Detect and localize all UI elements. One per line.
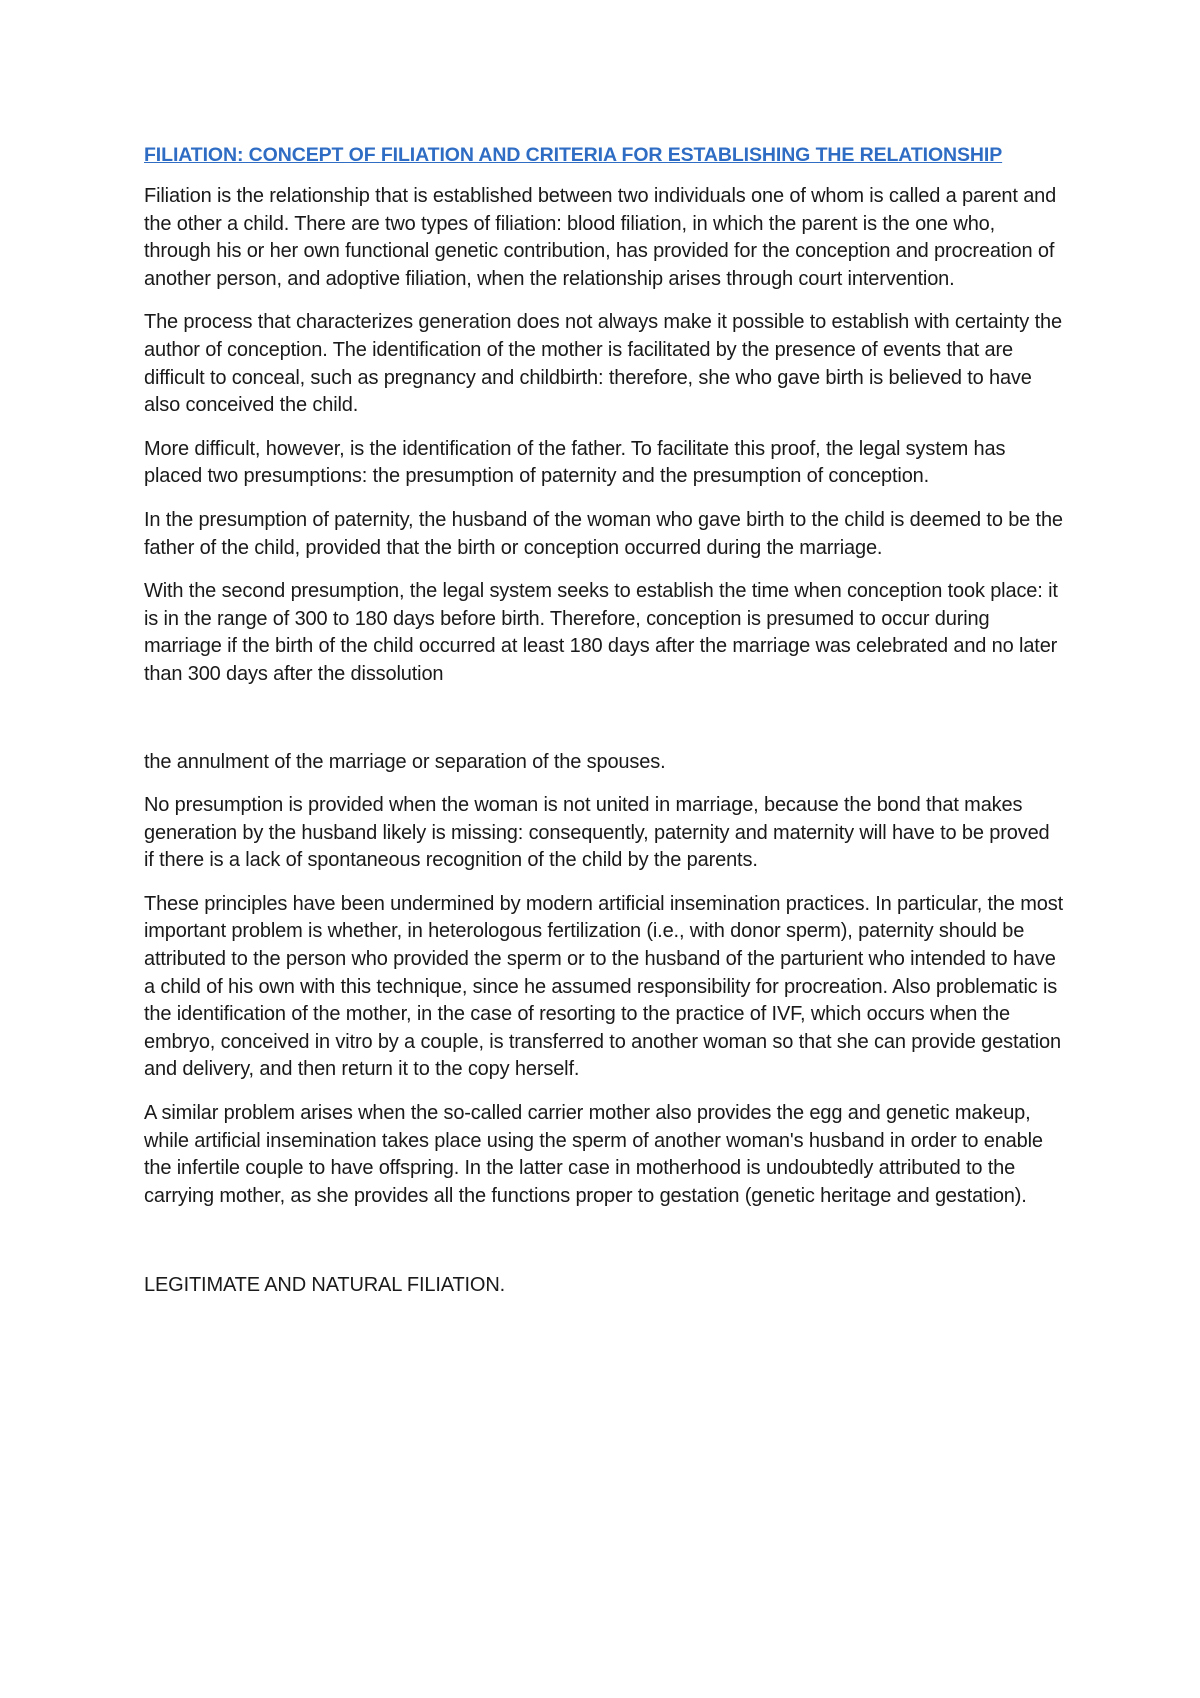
paragraph-filiation-definition: Filiation is the relationship that is established between two individuals one of whom is called a parent and the other a child. There are two types of filiation: blood filiation, in which the parent is the one who, through his or her own functional genetic contribution, has provided for the conception and procreation of another person, and adoptive filiation, when the relationship arises through court intervention. — [144, 185, 1057, 290]
paragraph-father-identification: More difficult, however, is the identification of the father. To facilitate this proof, the legal system has placed two presumptions: the presumption of paternity and the presumption of conception. — [144, 437, 1006, 488]
document-title-link[interactable]: FILIATION: CONCEPT OF FILIATION AND CRITERIA FOR ESTABLISHING THE RELATIONSHIP — [144, 144, 1003, 166]
paragraph-second-presumption: With the second presumption, the legal system seeks to establish the time when conception took place: it is in the range of 300 to 180 days before birth. Therefore, conception is presumed to occur during marriage if the birth of the child occurred at least 180 days after the marriage was celebrated and no later than 300 days after the dissolution — [144, 580, 1058, 685]
paragraph-conception-certainty: The process that characterizes generation does not always make it possible to establish with certainty the author of conception. The identification of the mother is facilitated by the presence of events that are difficult to conceal, such as pregnancy and childbirth: therefore, she who gave birth is believed to have also conceived the child. — [144, 311, 1062, 417]
section-heading-legitimate-natural-filiation: LEGITIMATE AND NATURAL FILIATION. — [144, 1274, 506, 1297]
document-page — [144, 141, 1064, 1300]
paragraph-presumption-paternity: In the presumption of paternity, the husband of the woman who gave birth to the child is deemed to be the father of the child, provided that the birth or conception occurred during the marriage. — [144, 508, 1063, 559]
paragraph-annulment: the annulment of the marriage or separation of the spouses. — [144, 750, 666, 773]
paragraph-no-presumption: No presumption is provided when the woman is not united in marriage, because the bond that makes generation by the husband likely is missing: consequently, paternity and maternity will have to be proved if there is a lack of spontaneous recognition of the child by the parents. — [144, 794, 1050, 872]
paragraph-artificial-insemination: These principles have been undermined by modern artificial insemination practices. In particular, the most important problem is whether, in heterologous fertilization (i.e., with donor sperm), paternity should be attributed to the person who provided the sperm or to the husband of the parturient who intended to have a child of his own with this technique, since he assumed responsibility for procreation. Also problematic is the identification of the mother, in the case of resorting to the practice of IVF, which occurs when the embryo, conceived in vitro by a couple, is transferred to another woman so that she can provide gestation and delivery, and then return it to the copy herself. — [144, 892, 1064, 1081]
paragraph-carrier-mother: A similar problem arises when the so-called carrier mother also provides the egg and genetic makeup, while artificial insemination takes place using the sperm of another woman's husband in order to enable the infertile couple to have offspring. In the latter case in motherhood is undoubtedly attributed to the carrying mother, as she provides all the functions proper to gestation (genetic heritage and gestation). — [144, 1102, 1043, 1207]
